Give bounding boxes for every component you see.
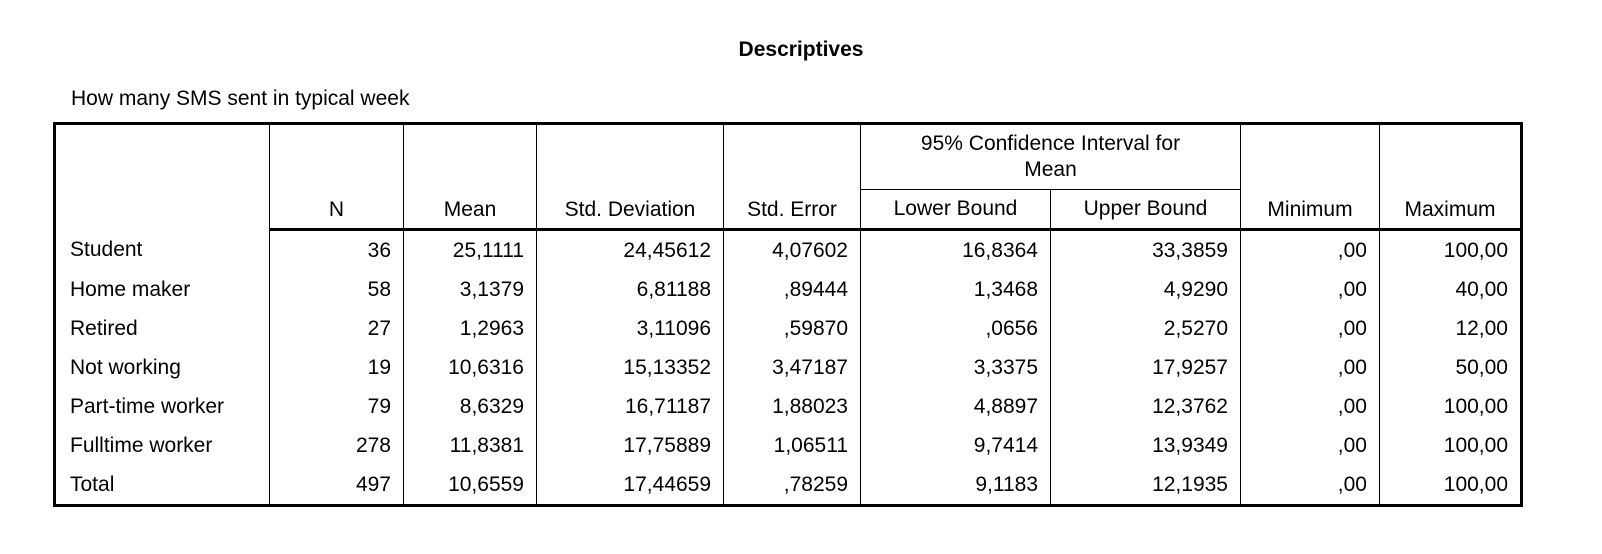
table-title: Descriptives [738, 38, 864, 61]
header-row-label-cell [55, 124, 270, 230]
cell-std-error: 1,88023 [724, 387, 861, 426]
table-header [55, 124, 1522, 230]
cell-std-error: 4,07602 [724, 230, 861, 271]
table-row [55, 387, 1522, 426]
cell-mean: 25,1111 [404, 230, 537, 271]
row-label: Home maker [55, 270, 270, 309]
cell-n: 58 [270, 270, 404, 309]
cell-maximum: 100,00 [1380, 230, 1522, 271]
cell-lower-bound: 1,3468 [861, 270, 1051, 309]
cell-std-deviation: 16,71187 [537, 387, 724, 426]
cell-maximum: 100,00 [1380, 387, 1522, 426]
cell-lower-bound: 9,7414 [861, 426, 1051, 465]
table-row [55, 426, 1522, 465]
header-upper-bound: Upper Bound [1051, 190, 1241, 230]
cell-mean: 1,2963 [404, 309, 537, 348]
cell-upper-bound: 12,3762 [1051, 387, 1241, 426]
header-std-deviation: Std. Deviation [537, 124, 724, 230]
header-maximum: Maximum [1380, 124, 1522, 230]
cell-lower-bound: 16,8364 [861, 230, 1051, 271]
cell-upper-bound: 13,9349 [1051, 426, 1241, 465]
cell-mean: 11,8381 [404, 426, 537, 465]
cell-std-deviation: 15,13352 [537, 348, 724, 387]
cell-upper-bound: 33,3859 [1051, 230, 1241, 271]
cell-std-error: ,89444 [724, 270, 861, 309]
cell-minimum: ,00 [1241, 230, 1380, 271]
row-label: Student [55, 230, 270, 271]
cell-minimum: ,00 [1241, 387, 1380, 426]
table-row [55, 270, 1522, 309]
cell-mean: 10,6559 [404, 465, 537, 506]
cell-maximum: 12,00 [1380, 309, 1522, 348]
cell-minimum: ,00 [1241, 465, 1380, 506]
cell-n: 27 [270, 309, 404, 348]
cell-minimum: ,00 [1241, 309, 1380, 348]
cell-upper-bound: 17,9257 [1051, 348, 1241, 387]
cell-minimum: ,00 [1241, 270, 1380, 309]
table-subtitle: How many SMS sent in typical week [71, 87, 410, 110]
table-row [55, 465, 1522, 506]
cell-minimum: ,00 [1241, 426, 1380, 465]
header-n: N [270, 124, 404, 230]
cell-maximum: 50,00 [1380, 348, 1522, 387]
cell-n: 278 [270, 426, 404, 465]
header-confidence-interval-label: 95% Confidence Interval for Mean [920, 132, 1181, 181]
cell-lower-bound: ,0656 [861, 309, 1051, 348]
header-std-error: Std. Error [724, 124, 861, 230]
cell-maximum: 100,00 [1380, 426, 1522, 465]
header-mean: Mean [404, 124, 537, 230]
row-label: Total [55, 465, 270, 506]
descriptives-table [53, 122, 1523, 507]
cell-maximum: 100,00 [1380, 465, 1522, 506]
cell-std-error: ,78259 [724, 465, 861, 506]
cell-std-deviation: 17,44659 [537, 465, 724, 506]
cell-minimum: ,00 [1241, 348, 1380, 387]
cell-std-error: ,59870 [724, 309, 861, 348]
row-label: Part-time worker [55, 387, 270, 426]
cell-mean: 10,6316 [404, 348, 537, 387]
cell-upper-bound: 2,5270 [1051, 309, 1241, 348]
cell-upper-bound: 12,1935 [1051, 465, 1241, 506]
cell-upper-bound: 4,9290 [1051, 270, 1241, 309]
row-label: Retired [55, 309, 270, 348]
header-confidence-interval [861, 124, 1241, 190]
cell-std-error: 3,47187 [724, 348, 861, 387]
cell-std-deviation: 6,81188 [537, 270, 724, 309]
cell-lower-bound: 9,1183 [861, 465, 1051, 506]
header-lower-bound: Lower Bound [861, 190, 1051, 230]
cell-n: 79 [270, 387, 404, 426]
cell-mean: 8,6329 [404, 387, 537, 426]
cell-lower-bound: 3,3375 [861, 348, 1051, 387]
cell-std-error: 1,06511 [724, 426, 861, 465]
cell-mean: 3,1379 [404, 270, 537, 309]
header-minimum: Minimum [1241, 124, 1380, 230]
cell-n: 36 [270, 230, 404, 271]
cell-n: 497 [270, 465, 404, 506]
table-row [55, 230, 1522, 271]
cell-lower-bound: 4,8897 [861, 387, 1051, 426]
table-body [55, 230, 1522, 506]
cell-std-deviation: 17,75889 [537, 426, 724, 465]
cell-maximum: 40,00 [1380, 270, 1522, 309]
row-label: Not working [55, 348, 270, 387]
cell-n: 19 [270, 348, 404, 387]
row-label: Fulltime worker [55, 426, 270, 465]
cell-std-deviation: 24,45612 [537, 230, 724, 271]
table-row [55, 348, 1522, 387]
cell-std-deviation: 3,11096 [537, 309, 724, 348]
table-row [55, 309, 1522, 348]
